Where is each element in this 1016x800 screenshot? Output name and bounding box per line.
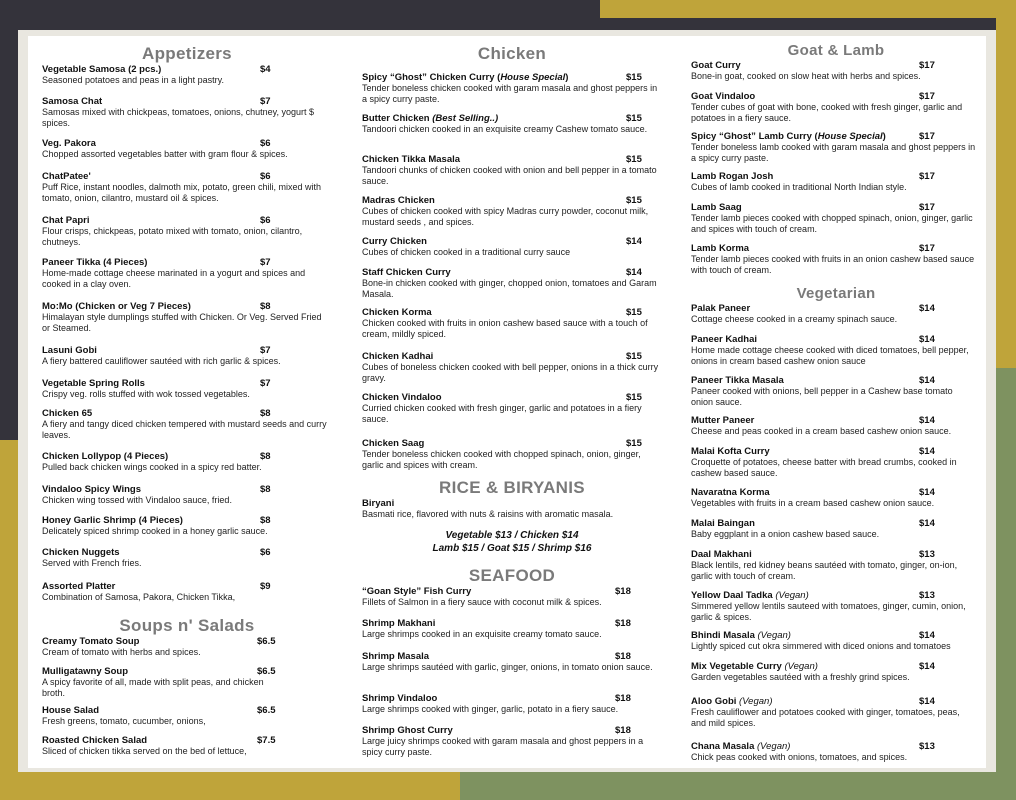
item-name (42, 138, 332, 149)
item-name (691, 171, 981, 182)
biryani-prices (362, 529, 662, 555)
item-name-text: Shrimp Makhani (362, 618, 436, 629)
item-price: $7.5 (257, 735, 276, 746)
item-name-text: Paneer Tikka (4 Pieces) (42, 257, 148, 268)
menu-item (691, 661, 981, 683)
item-name (42, 735, 332, 746)
item-price: $18 (615, 651, 631, 662)
item-price: $13 (919, 741, 935, 752)
item-price: $8 (260, 515, 271, 526)
item-price: $15 (626, 72, 642, 83)
item-name-text: Bhindi Masala (691, 630, 758, 641)
item-name-text: Vindaloo Spicy Wings (42, 484, 141, 495)
item-price: $17 (919, 243, 935, 254)
item-name-text: Daal Makhani (691, 549, 752, 560)
menu-item (691, 446, 981, 478)
item-price: $15 (626, 351, 642, 362)
item-description: Tender lamb pieces cooked with chopped spinach, onion, ginger, garlic and spices with touch of cream. (691, 213, 973, 234)
item-price: $6 (260, 215, 271, 226)
menu-item (691, 549, 981, 581)
item-price: $8 (260, 408, 271, 419)
biryani-desc: Basmati rice, flavored with nuts & raisins with aromatic masala. (362, 509, 614, 519)
menu-item (362, 392, 662, 424)
bg-mustard-left (0, 440, 18, 800)
seafood-heading: SEAFOOD (468, 566, 556, 585)
item-description: Bone-in chicken cooked with ginger, chopped onion, tomatoes and Garam Masala. (362, 278, 657, 299)
item-description: Black lentils, red kidney beans sautéed with tomato, ginger, on-ion, garlic with touch of cream. (691, 560, 958, 581)
vegetarian-heading: Vegetarian (796, 285, 876, 302)
item-price: $13 (919, 590, 935, 601)
item-description: Chicken cooked with fruits in onion cashew based sauce with a touch of cream, mildly spiced. (362, 318, 648, 339)
item-description: A spicy favorite of all, made with split peas, and chicken broth. (42, 677, 264, 698)
menu-item (362, 154, 662, 186)
item-description: Tender lamb pieces cooked with fruits in an onion cashew based sauce with touch of cream. (691, 254, 975, 275)
item-name-text: Shrimp Masala (362, 651, 430, 662)
item-name-text: Chicken Kadhai (362, 351, 434, 362)
item-name (42, 257, 332, 268)
item-description: Puff Rice, instant noodles, dalmoth mix, potato, green chili, mixed with tomato, onion, cilantro, mustard oil & spices. (42, 182, 321, 203)
item-name-text: Navaratna Korma (691, 487, 770, 498)
item-name (42, 215, 332, 226)
item-price: $6 (260, 547, 271, 558)
menu-item (691, 590, 981, 622)
item-price: $6.5 (257, 666, 276, 677)
item-name-text: Veg. Pakora (42, 138, 96, 149)
item-price: $14 (919, 630, 935, 641)
item-description: Large shrimps cooked in an exquisite creamy tomato sauce. (362, 629, 602, 639)
item-name-text: Aloo Gobi (691, 696, 740, 707)
vegan-label: (Vegan) (739, 696, 773, 707)
vegan-label: (Vegan) (757, 741, 791, 752)
item-price: $6.5 (257, 705, 276, 716)
item-name (362, 236, 662, 247)
item-price: $17 (919, 202, 935, 213)
item-name-text: Vegetable Spring Rolls (42, 378, 145, 389)
menu-item (362, 438, 662, 470)
menu-item (691, 518, 981, 540)
menu-item (42, 215, 332, 247)
menu-item (362, 113, 662, 135)
item-name (42, 301, 332, 312)
item-description: Baby eggplant in a onion cashew based sauce. (691, 529, 880, 539)
item-description: Tender cubes of goat with bone, cooked with fresh ginger, garlic and potatoes in a fiery sauce. (691, 102, 963, 123)
item-name (691, 741, 981, 752)
item-price: $7 (260, 378, 271, 389)
menu-item (362, 236, 662, 258)
item-description: Tandoori chunks of chicken cooked with onion and bell pepper in a tomato sauce. (362, 165, 657, 186)
item-price: $14 (626, 267, 642, 278)
item-description: Cheese and peas cooked in a cream based cashew onion sauce. (691, 426, 952, 436)
item-name-text: Chicken 65 (42, 408, 93, 419)
item-price: $14 (919, 334, 935, 345)
item-description: Seasoned potatoes and peas in a light pastry. (42, 75, 224, 85)
item-price: $15 (626, 307, 642, 318)
item-name-text: Malai Kofta Curry (691, 446, 770, 457)
item-name-text: House Salad (42, 705, 100, 716)
item-name (362, 438, 662, 449)
item-name-text: Yellow Daal Tadka (691, 590, 776, 601)
item-name (42, 451, 332, 462)
item-description: Tender boneless chicken cooked with garam masala and ghost peppers in a spicy curry paste. (362, 83, 658, 104)
menu-item (42, 547, 332, 569)
item-price: $17 (919, 60, 935, 71)
menu-item (362, 693, 662, 715)
item-price: $8 (260, 484, 271, 495)
menu-item (42, 138, 332, 160)
menu-item (42, 515, 332, 537)
item-description: Tender boneless lamb cooked with garam masala and ghost peppers in a spicy curry paste. (691, 142, 976, 163)
item-price: $14 (919, 661, 935, 672)
item-price: $15 (626, 154, 642, 165)
item-name (362, 154, 662, 165)
item-description: Served with French fries. (42, 558, 142, 568)
item-name-note: (Best Selling..) (432, 113, 499, 124)
item-description: Flour crisps, chickpeas, potato mixed with tomato, onion, cilantro, chutneys. (42, 226, 303, 247)
item-price: $18 (615, 586, 631, 597)
item-description: Crispy veg. rolls stuffed with wok tossed vegetables. (42, 389, 250, 399)
item-name (691, 446, 981, 457)
item-name-text: Mix Vegetable Curry (691, 661, 785, 672)
item-name (42, 378, 332, 389)
item-name (691, 131, 981, 142)
menu-item (42, 735, 332, 757)
item-description: Fresh cauliflower and potatoes cooked with ginger, tomatoes, peas, and mild spices. (691, 707, 960, 728)
item-name-suffix: ) (882, 131, 886, 142)
item-price: $14 (626, 236, 642, 247)
menu-item (691, 415, 981, 437)
bg-olive-bottom (460, 772, 1016, 800)
item-price: $14 (919, 303, 935, 314)
bg-olive-right (996, 368, 1016, 800)
item-name (691, 630, 981, 641)
menu-item (691, 741, 981, 763)
menu-item (42, 581, 332, 603)
item-name-text: Spicy “Ghost” Chicken Curry ( (362, 72, 501, 83)
item-price: $17 (919, 171, 935, 182)
menu-item (42, 451, 332, 473)
item-description: Home-made cottage cheese marinated in a yogurt and spices and cooked in a clay oven. (42, 268, 306, 289)
item-name (42, 96, 332, 107)
menu-item (691, 630, 981, 652)
item-price: $14 (919, 446, 935, 457)
item-description: Large shrimps cooked with ginger, garlic, potato in a fiery sauce. (362, 704, 619, 714)
menu-item (691, 202, 981, 234)
item-name-text: Vegetable Samosa (2 pcs.) (42, 64, 162, 75)
item-name-text: Lasuni Gobi (42, 345, 97, 356)
vegan-label: (Vegan) (775, 590, 809, 601)
vegan-label: (Vegan) (784, 661, 818, 672)
item-price: $15 (626, 392, 642, 403)
menu-item (691, 171, 981, 193)
item-price: $17 (919, 91, 935, 102)
item-name (362, 307, 662, 318)
menu-item (42, 666, 332, 698)
item-name-text: Goat Curry (691, 60, 741, 71)
item-description: Cubes of boneless chicken cooked with bell pepper, onions in a thick curry gravy. (362, 362, 659, 383)
rice-heading: RICE & BIRYANIS (439, 478, 585, 497)
item-name (691, 590, 981, 601)
menu-item (42, 257, 332, 289)
item-name (42, 515, 332, 526)
item-description: Tandoori chicken cooked in an exquisite creamy Cashew tomato sauce. (362, 124, 648, 134)
bg-mustard-top-right (600, 0, 1016, 18)
menu-item (362, 651, 662, 673)
item-name (691, 334, 981, 345)
menu-page (28, 36, 986, 768)
menu-item (362, 725, 662, 757)
menu-item (691, 696, 981, 728)
menu-item (362, 586, 662, 608)
item-name-text: Lamb Korma (691, 243, 750, 254)
item-name-text: Spicy “Ghost” Lamb Curry ( (691, 131, 818, 142)
item-description: Delicately spiced shrimp cooked in a honey garlic sauce. (42, 526, 268, 536)
item-name-text: Assorted Platter (42, 581, 116, 592)
item-name (42, 345, 332, 356)
item-name-text: Chicken Lollypop (4 Pieces) (42, 451, 169, 462)
item-name-text: Chat Papri (42, 215, 90, 226)
biryani-price-line-1: Vegetable $13 / Chicken $14 (445, 530, 579, 541)
item-name-text: Honey Garlic Shrimp (4 Pieces) (42, 515, 183, 526)
item-name-text: Mo:Mo (Chicken or Veg 7 Pieces) (42, 301, 191, 312)
item-price: $14 (919, 518, 935, 529)
menu-item (362, 267, 662, 299)
item-description: Cream of tomato with herbs and spices. (42, 647, 201, 657)
item-name-text: Chicken Vindaloo (362, 392, 442, 403)
item-name-text: “Goan Style” Fish Curry (362, 586, 472, 597)
item-description: Home made cottage cheese cooked with diced tomatoes, bell pepper, onions in cream based cashew onion sauce (691, 345, 969, 366)
item-name (362, 392, 662, 403)
appetizers-heading: Appetizers (142, 44, 232, 63)
item-name-text: ChatPatee' (42, 171, 91, 182)
menu-item (691, 243, 981, 275)
item-name-text: Chicken Korma (362, 307, 432, 318)
item-name-text: Creamy Tomato Soup (42, 636, 140, 647)
item-description: Chick peas cooked with onions, tomatoes, and spices. (691, 752, 908, 762)
item-name-text: Lamb Rogan Josh (691, 171, 774, 182)
item-price: $7 (260, 345, 271, 356)
item-name (691, 202, 981, 213)
vegan-label: (Vegan) (757, 630, 791, 641)
menu-item (362, 351, 662, 383)
item-name (362, 351, 662, 362)
item-name-text: Shrimp Ghost Curry (362, 725, 453, 736)
item-price: $15 (626, 438, 642, 449)
menu-item (362, 307, 662, 339)
menu-item (691, 303, 981, 325)
menu-item (42, 408, 332, 440)
item-name-text: Mutter Paneer (691, 415, 755, 426)
menu-item (362, 618, 662, 640)
item-description: Cubes of chicken cooked with spicy Madras curry powder, coconut milk, mustard seeds , and spices. (362, 206, 649, 227)
biryani-price-line-2: Lamb $15 / Goat $15 / Shrimp $16 (432, 543, 592, 554)
chicken-heading: Chicken (477, 44, 547, 63)
item-name (691, 303, 981, 314)
menu-item (362, 72, 662, 104)
item-description: Fillets of Salmon in a fiery sauce with coconut milk & spices. (362, 597, 602, 607)
item-name-text: Samosa Chat (42, 96, 103, 107)
item-description: Samosas mixed with chickpeas, tomatoes, onions, chutney, yogurt $ spices. (42, 107, 314, 128)
menu-item (691, 60, 981, 82)
item-name (691, 375, 981, 386)
item-name-text: Palak Paneer (691, 303, 751, 314)
item-description: Cottage cheese cooked in a creamy spinach sauce. (691, 314, 898, 324)
item-name-text: Roasted Chicken Salad (42, 735, 148, 746)
item-name (691, 487, 981, 498)
menu-item (42, 636, 332, 658)
item-description: Chopped assorted vegetables batter with gram flour & spices. (42, 149, 288, 159)
item-name-text: Chicken Saag (362, 438, 425, 449)
item-price: $8 (260, 451, 271, 462)
bg-mustard-bottom (0, 772, 460, 800)
item-name (42, 666, 332, 677)
menu-item (42, 378, 332, 400)
item-price: $18 (615, 618, 631, 629)
item-name (42, 547, 332, 558)
item-name-text: Madras Chicken (362, 195, 435, 206)
goat-lamb-heading: Goat & Lamb (787, 42, 885, 59)
item-name (691, 696, 981, 707)
item-name (42, 64, 332, 75)
item-price: $14 (919, 415, 935, 426)
item-description: Large shrimps sautéed with garlic, ginger, onions, in tomato onion sauce. (362, 662, 653, 672)
item-price: $14 (919, 487, 935, 498)
item-description: Lightly spiced cut okra simmered with diced onions and tomatoes (691, 641, 951, 651)
item-price: $18 (615, 725, 631, 736)
menu-item (691, 334, 981, 366)
item-name (42, 408, 332, 419)
item-price: $15 (626, 195, 642, 206)
item-description: Bone-in goat, cooked on slow heat with herbs and spices. (691, 71, 921, 81)
item-name-text: Butter Chicken (362, 113, 433, 124)
item-name (362, 72, 662, 83)
menu-item (42, 484, 332, 506)
item-name (362, 195, 662, 206)
item-description: A fiery and tangy diced chicken tempered with mustard seeds and curry leaves. (42, 419, 327, 440)
item-price: $7 (260, 96, 271, 107)
item-name (42, 581, 332, 592)
item-price: $6.5 (257, 636, 276, 647)
item-name-note: House Special (817, 131, 883, 142)
biryani-item (362, 498, 662, 520)
item-price: $14 (919, 375, 935, 386)
item-name-text: Curry Chicken (362, 236, 427, 247)
menu-item (42, 301, 332, 333)
item-name (691, 243, 981, 254)
item-name-text: Shrimp Vindaloo (362, 693, 438, 704)
item-name-suffix: ) (565, 72, 569, 83)
item-name (42, 484, 332, 495)
menu-item (691, 91, 981, 123)
item-description: Simmered yellow lentils sauteed with tomatoes, ginger, cumin, onion, garlic & spices. (691, 601, 966, 622)
soups-heading: Soups n' Salads (119, 616, 255, 635)
item-name (691, 661, 981, 672)
item-name (42, 705, 332, 716)
item-name-text: Staff Chicken Curry (362, 267, 451, 278)
item-name-text: Malai Baingan (691, 518, 755, 529)
item-description: A fiery battered cauliflower sautéed with rich garlic & spices. (42, 356, 281, 366)
item-description: Combination of Samosa, Pakora, Chicken Tikka, (42, 592, 236, 602)
item-description: Tender boneless chicken cooked with chopped spinach, onion, ginger, garlic and spices with cream. (362, 449, 641, 470)
item-description: Cubes of lamb cooked in traditional North Indian style. (691, 182, 907, 192)
item-description: Himalayan style dumplings stuffed with Chicken. Or Veg. Served Fried or Steamed. (42, 312, 322, 333)
menu-item (42, 64, 332, 86)
item-price: $4 (260, 64, 271, 75)
item-name-text: Chicken Tikka Masala (362, 154, 461, 165)
menu-item (42, 705, 332, 727)
item-name (362, 267, 662, 278)
bg-charcoal-left (0, 0, 18, 440)
item-description: Chicken wing tossed with Vindaloo sauce, fried. (42, 495, 232, 505)
item-price: $8 (260, 301, 271, 312)
item-name-text: Lamb Saag (691, 202, 742, 213)
item-name (691, 91, 981, 102)
item-price: $6 (260, 138, 271, 149)
item-description: Large juicy shrimps cooked with garam masala and ghost peppers in a spicy curry paste. (362, 736, 644, 757)
item-description: Curried chicken cooked with fresh ginger, garlic and potatoes in a fiery sauce. (362, 403, 642, 424)
item-name (42, 171, 332, 182)
item-description: Cubes of chicken cooked in a traditional curry sauce (362, 247, 571, 257)
menu-item (691, 375, 981, 407)
item-name-text: Paneer Kadhai (691, 334, 757, 345)
item-price: $14 (919, 696, 935, 707)
menu-item (362, 195, 662, 227)
item-description: Pulled back chicken wings cooked in a spicy red batter. (42, 462, 262, 472)
item-description: Paneer cooked with onions, bell pepper in a Cashew base tomato onion sauce. (691, 386, 953, 407)
menu-item (42, 96, 332, 128)
menu-item (42, 171, 332, 203)
item-name-text: Chana Masala (691, 741, 757, 752)
item-name-text: Goat Vindaloo (691, 91, 756, 102)
menu-item (42, 345, 332, 367)
item-name-note: House Special (500, 72, 566, 83)
menu-item (691, 131, 981, 163)
item-name-text: Mulligatawny Soup (42, 666, 129, 677)
item-description: Fresh greens, tomato, cucumber, onions, (42, 716, 206, 726)
item-name-text: Chicken Nuggets (42, 547, 120, 558)
item-name (362, 113, 662, 124)
item-name (691, 549, 981, 560)
item-description: Croquette of potatoes, cheese batter with bread crumbs, cooked in cashew based sauce. (691, 457, 957, 478)
item-price: $15 (626, 113, 642, 124)
menu-item (691, 487, 981, 509)
item-name (42, 636, 332, 647)
item-price: $6 (260, 171, 271, 182)
item-price: $18 (615, 693, 631, 704)
item-name (691, 415, 981, 426)
item-price: $13 (919, 549, 935, 560)
biryani-name: Biryani (362, 498, 395, 509)
item-price: $17 (919, 131, 935, 142)
item-name (691, 518, 981, 529)
item-price: $9 (260, 581, 271, 592)
item-description: Garden vegetables sautéed with a freshly grind spices. (691, 672, 910, 682)
item-name-text: Paneer Tikka Masala (691, 375, 784, 386)
item-name (691, 60, 981, 71)
item-description: Sliced of chicken tikka served on the bed of lettuce, (42, 746, 247, 756)
bg-mustard-right (996, 18, 1016, 368)
item-price: $7 (260, 257, 271, 268)
item-description: Vegetables with fruits in a cream based cashew onion sauce. (691, 498, 935, 508)
